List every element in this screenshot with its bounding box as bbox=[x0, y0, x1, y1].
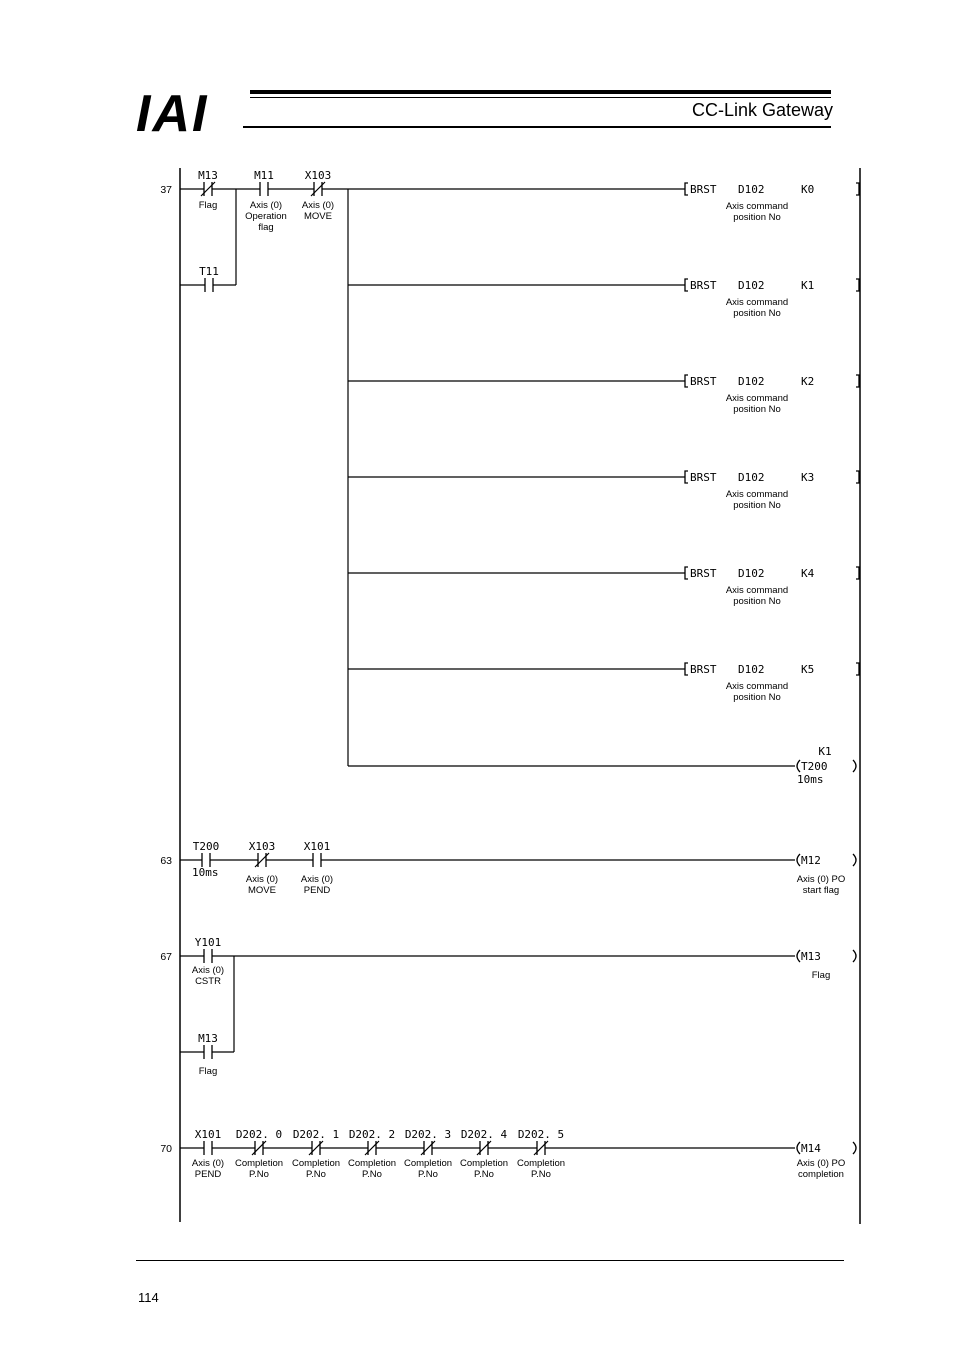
contact-m13-parallel bbox=[198, 1032, 218, 1059]
brst-instruction-1 bbox=[685, 279, 859, 292]
device-comment: Axis (0) bbox=[301, 200, 335, 211]
instruction-device: D102 bbox=[738, 663, 765, 676]
device-comment: P.No bbox=[531, 1169, 551, 1180]
device-comment: CSTR bbox=[195, 976, 221, 987]
rung-number: 70 bbox=[160, 1143, 172, 1155]
instruction-device: D102 bbox=[738, 279, 765, 292]
coil-comment: Axis (0) PO bbox=[796, 874, 846, 885]
coil-left-arc bbox=[797, 760, 800, 772]
instruction-comment: position No bbox=[733, 500, 781, 511]
instruction-value: K0 bbox=[801, 183, 815, 196]
device-comment: Completion bbox=[291, 1158, 341, 1169]
device-comment: Axis (0) bbox=[191, 965, 225, 976]
coil-m14 bbox=[797, 1142, 856, 1155]
bracket-right bbox=[856, 663, 859, 675]
instruction-comment: Axis command bbox=[725, 681, 789, 692]
iai-logo: IAI bbox=[136, 85, 209, 143]
contact-device: D202. 1 bbox=[292, 1128, 340, 1141]
instruction-comment: position No bbox=[733, 692, 781, 703]
page-number: 114 bbox=[138, 1290, 159, 1305]
device-comment: Axis (0) bbox=[191, 1158, 225, 1169]
coil-comment: Flag bbox=[811, 970, 831, 981]
device-comment: P.No bbox=[306, 1169, 326, 1180]
contact-d202-5 bbox=[518, 1128, 564, 1155]
contact-m11 bbox=[254, 169, 274, 196]
brst-instruction-5 bbox=[685, 663, 859, 676]
contact-device: T200 bbox=[192, 840, 220, 853]
contact-d202-0 bbox=[236, 1128, 282, 1155]
device-comment: Axis (0) bbox=[249, 200, 283, 211]
timer-preset: K1 bbox=[818, 745, 832, 758]
coil-left-arc bbox=[797, 1142, 800, 1154]
instruction-name: BRST bbox=[690, 375, 717, 388]
timer-unit: 10ms bbox=[797, 773, 824, 786]
instruction-comment: Axis command bbox=[725, 393, 789, 404]
bracket-right bbox=[856, 471, 859, 483]
bracket-left bbox=[685, 471, 688, 483]
brst-instruction-3 bbox=[685, 471, 859, 484]
bracket-right bbox=[856, 183, 859, 195]
contact-device: X103 bbox=[248, 840, 276, 853]
contact-x101 bbox=[195, 1128, 222, 1155]
instruction-name: BRST bbox=[690, 183, 717, 196]
instruction-value: K5 bbox=[801, 663, 815, 676]
device-comment: MOVE bbox=[248, 885, 276, 896]
coil-right-arc bbox=[853, 950, 856, 962]
instruction-value: K2 bbox=[801, 375, 815, 388]
instruction-name: BRST bbox=[690, 279, 717, 292]
coil-device: M12 bbox=[801, 854, 821, 867]
brst-instruction-0 bbox=[685, 183, 859, 196]
device-comment: Axis (0) bbox=[300, 874, 334, 885]
rung-number: 67 bbox=[160, 951, 172, 963]
rung-number: 37 bbox=[160, 184, 172, 196]
instruction-device: D102 bbox=[738, 183, 765, 196]
contact-device: D202. 4 bbox=[460, 1128, 508, 1141]
coil-comment: completion bbox=[798, 1169, 844, 1180]
bracket-left bbox=[685, 375, 688, 387]
instruction-device: D102 bbox=[738, 567, 765, 580]
coil-device: M13 bbox=[801, 950, 821, 963]
device-comment: Completion bbox=[347, 1158, 397, 1169]
contact-x103 bbox=[249, 840, 276, 867]
device-comment: P.No bbox=[249, 1169, 269, 1180]
device-comment: MOVE bbox=[304, 211, 332, 222]
instruction-comment: Axis command bbox=[725, 297, 789, 308]
contact-device: M13 bbox=[198, 169, 218, 182]
coil-m13 bbox=[797, 950, 856, 963]
coil-left-arc bbox=[797, 950, 800, 962]
bracket-right bbox=[856, 279, 859, 291]
coil-comment: Axis (0) PO bbox=[796, 1158, 846, 1169]
device-comment: Axis (0) bbox=[245, 874, 279, 885]
contact-sub: 10ms bbox=[192, 866, 219, 879]
coil-right-arc bbox=[853, 1142, 856, 1154]
coil-right-arc bbox=[853, 854, 856, 866]
bracket-left bbox=[685, 663, 688, 675]
header-title: CC-Link Gateway bbox=[692, 100, 834, 120]
contact-m13 bbox=[198, 169, 218, 196]
instruction-comment: position No bbox=[733, 404, 781, 415]
contact-device: D202. 2 bbox=[348, 1128, 396, 1141]
contact-device: D202. 5 bbox=[517, 1128, 565, 1141]
instruction-value: K3 bbox=[801, 471, 815, 484]
contact-device: T11 bbox=[199, 265, 219, 278]
coil-comment: start flag bbox=[802, 885, 840, 896]
instruction-comment: position No bbox=[733, 212, 781, 223]
instruction-device: D102 bbox=[738, 375, 765, 388]
device-comment: P.No bbox=[362, 1169, 382, 1180]
instruction-comment: Axis command bbox=[725, 489, 789, 500]
contact-device: M13 bbox=[198, 1032, 218, 1045]
contact-device: D202. 0 bbox=[235, 1128, 283, 1141]
instruction-name: BRST bbox=[690, 567, 717, 580]
brst-instruction-4 bbox=[685, 567, 859, 580]
instruction-device: D102 bbox=[738, 471, 765, 484]
contact-d202-3 bbox=[405, 1128, 451, 1155]
contact-device: D202. 3 bbox=[404, 1128, 452, 1141]
instruction-comment: position No bbox=[733, 596, 781, 607]
coil-device: M14 bbox=[801, 1142, 821, 1155]
device-comment: flag bbox=[258, 222, 274, 233]
device-comment: Completion bbox=[234, 1158, 284, 1169]
rung-number: 63 bbox=[160, 855, 172, 867]
instruction-comment: position No bbox=[733, 308, 781, 319]
instruction-value: K1 bbox=[801, 279, 815, 292]
contact-device: X101 bbox=[194, 1128, 222, 1141]
device-comment: Completion bbox=[516, 1158, 566, 1169]
contact-device: Y101 bbox=[194, 936, 222, 949]
instruction-value: K4 bbox=[801, 567, 815, 580]
device-comment: Flag bbox=[198, 1066, 218, 1077]
device-comment: P.No bbox=[418, 1169, 438, 1180]
contact-y101 bbox=[195, 936, 222, 963]
coil-m12 bbox=[797, 854, 856, 867]
bracket-right bbox=[856, 567, 859, 579]
device-comment: Flag bbox=[198, 200, 218, 211]
footer-rule bbox=[136, 1260, 844, 1261]
bracket-left bbox=[685, 567, 688, 579]
contact-device: X103 bbox=[304, 169, 332, 182]
device-comment: PEND bbox=[194, 1169, 222, 1180]
device-comment: Completion bbox=[459, 1158, 509, 1169]
device-comment: Completion bbox=[403, 1158, 453, 1169]
contact-d202-4 bbox=[461, 1128, 508, 1155]
brst-instruction-2 bbox=[685, 375, 859, 388]
contact-d202-2 bbox=[349, 1128, 395, 1155]
instruction-comment: Axis command bbox=[725, 585, 789, 596]
contact-x101 bbox=[304, 840, 331, 867]
instruction-name: BRST bbox=[690, 663, 717, 676]
timer-coil bbox=[797, 760, 856, 773]
bracket-left bbox=[685, 279, 688, 291]
device-comment: PEND bbox=[303, 885, 331, 896]
bracket-left bbox=[685, 183, 688, 195]
contact-x103 bbox=[305, 169, 332, 196]
bracket-right bbox=[856, 375, 859, 387]
instruction-comment: Axis command bbox=[725, 201, 789, 212]
coil-right-arc bbox=[853, 760, 856, 772]
contact-t11-parallel bbox=[199, 265, 219, 292]
coil-left-arc bbox=[797, 854, 800, 866]
device-comment: P.No bbox=[474, 1169, 494, 1180]
contact-device: M11 bbox=[254, 169, 274, 182]
instruction-name: BRST bbox=[690, 471, 717, 484]
contact-d202-1 bbox=[293, 1128, 339, 1155]
coil-device: T200 bbox=[801, 760, 828, 773]
contact-device: X101 bbox=[303, 840, 331, 853]
device-comment: Operation bbox=[245, 211, 287, 222]
